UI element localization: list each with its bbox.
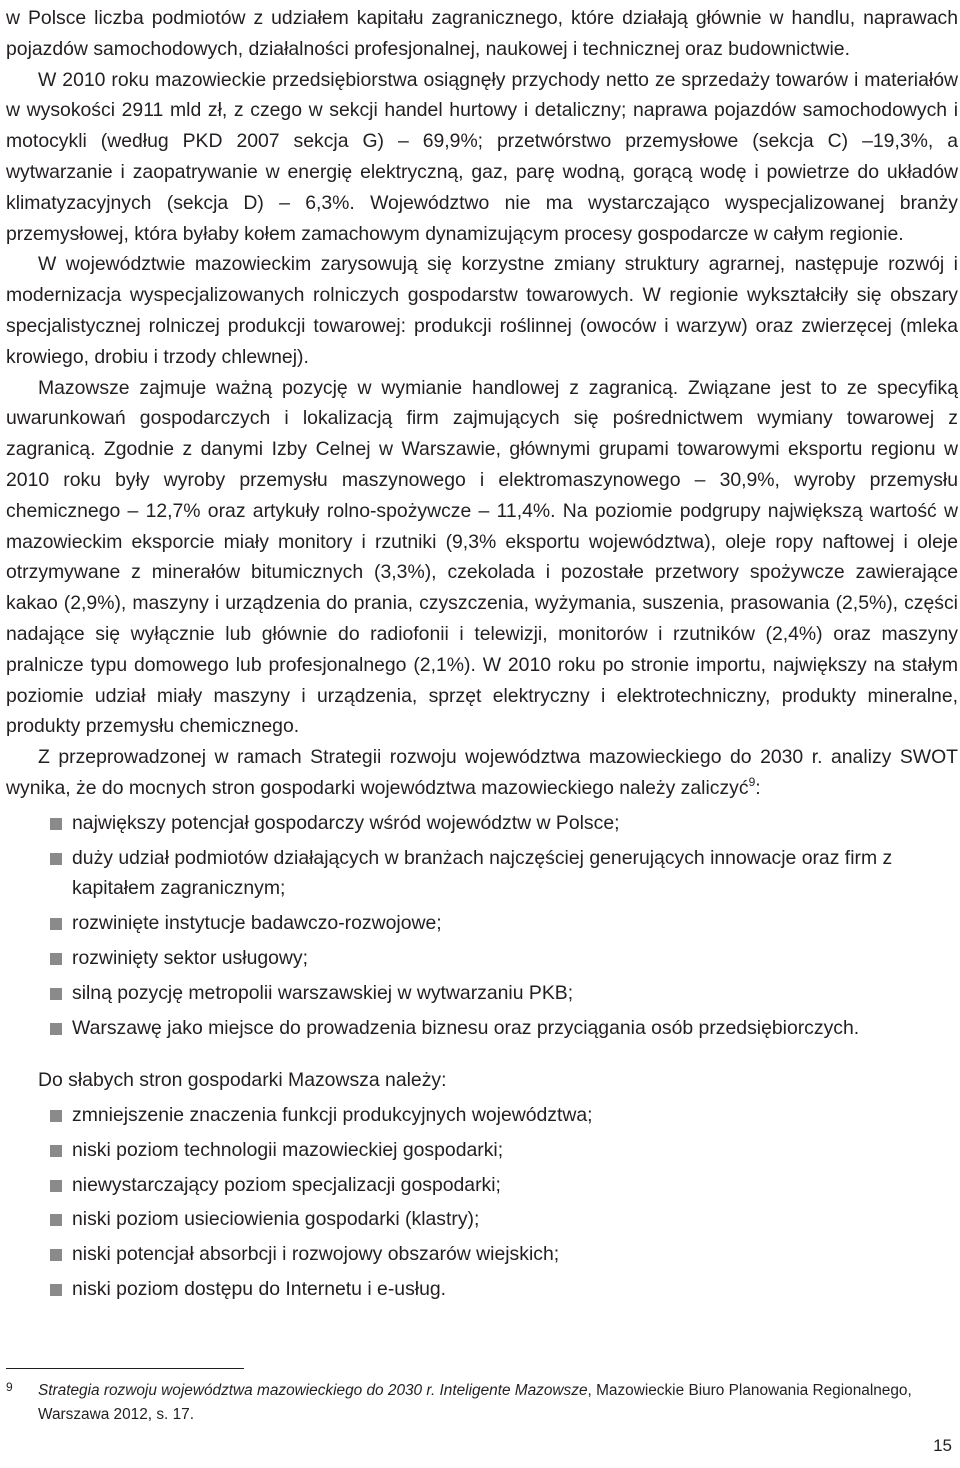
footnote-title: Strategia rozwoju województwa mazowieckiego do 2030 r. Inteligente Mazowsze <box>38 1382 588 1399</box>
list-item-text: rozwinięte instytucje badawczo-rozwojowe; <box>72 912 442 935</box>
list-item-text: silną pozycję metropolii warszawskiej w wytwarzaniu PKB; <box>72 981 574 1004</box>
square-bullet-icon <box>50 1180 62 1192</box>
list-item <box>6 843 958 905</box>
list-item <box>6 1239 958 1270</box>
list-item-text: niewystarczający poziom specjalizacji gospodarki; <box>72 1173 501 1196</box>
footnote-text <box>38 1379 958 1427</box>
square-bullet-icon <box>50 1249 62 1261</box>
list-item-text: największy potencjał gospodarczy wśród województw w Polsce; <box>72 811 620 834</box>
list-item <box>6 978 958 1009</box>
list-item <box>6 808 958 839</box>
footnote-rest: , Mazowieckie Biuro Planowania Regionalnego, Warszawa 2012, s. 17. <box>38 1382 912 1423</box>
footnote <box>6 1379 958 1427</box>
list-item-text: niski poziom technologii mazowieckiej gospodarki; <box>72 1138 504 1161</box>
list-item <box>6 1170 958 1201</box>
paragraph-5-text: Z przeprowadzonej w ramach Strategii rozwoju województwa mazowieckiego do 2030 r. analizy SWOT wynika, że do mocnych stron gospodarki województwa mazowieckiego należy zaliczyć <box>6 746 958 799</box>
paragraph-2: W 2010 roku mazowieckie przedsiębiorstwa osiągnęły przychody netto ze sprzedaży towarów i materiałów w wysokości 2911 mld zł, z czego w sekcji handel hurtowy i detaliczny; naprawa pojazdów samochodowych i motocykli (według PKD 2007 sekcja G) – 69,9%; przetwórstwo przemysłowe (sekcja C) –19,3%, a wytwarzanie i zaopatrywanie w energię elektryczną, gaz, parę wodną, gorącą wodę i powietrze do układów klimatyzacyjnych (sekcja D) – 6,3%. Województwo nie ma wystarczająco wyspecjalizowanej branży przemysłowej, która byłaby kołem zamachowym dynamizującym procesy gospodarcze w całym regionie. <box>6 68 958 245</box>
footnote-number: 9 <box>6 1380 13 1394</box>
page-number: 15 <box>933 1436 952 1455</box>
paragraph-1: w Polsce liczba podmiotów z udziałem kapitału zagranicznego, które działają głównie w handlu, naprawach pojazdów samochodowych, działalności profesjonalnej, naukowej i technicznej oraz budownictwie. <box>6 7 958 60</box>
square-bullet-icon <box>50 1214 62 1226</box>
list-item-text: niski poziom dostępu do Internetu i e-usług. <box>72 1278 447 1301</box>
square-bullet-icon <box>50 953 62 965</box>
list-item <box>6 1013 958 1044</box>
list-item-text: Warszawę jako miejsce do prowadzenia biznesu oraz przyciągania osób przedsiębiorczych. <box>72 1016 860 1039</box>
paragraph-4: Mazowsze zajmuje ważną pozycję w wymianie handlowej z zagranicą. Związane jest to ze specyfiką uwarunkowań gospodarczych i lokalizacją firm zajmujących się pośrednictwem wymiany towarowej z zagranicą. Zgodnie z danymi Izby Celnej w Warszawie, głównymi grupami towarowymi eksportu regionu w 2010 roku były wyroby przemysłu maszynowego i elektromaszynowego – 30,9%, wyroby przemysłu chemicznego – 12,7% oraz artykuły rolno-spożywcze – 11,4%. Na poziomie podgrupy największą wartość w mazowieckim eksporcie miały monitory i rzutniki (9,3% eksportu województwa), oleje ropy naftowej i oleje otrzymywane z minerałów bitumicznych (3,3%), czekolada i pozostałe przetwory spożywcze zawierające kakao (2,9%), maszyny i urządzenia do prania, czyszczenia, wyżymania, suszenia, prasowania (2,5%), części nadające się wyłącznie lub głównie do radiofonii i telewizji, monitorów i rzutników (2,4%) oraz maszyny pralnicze typu domowego lub profesjonalnego (2,1%). W 2010 roku po stronie importu, największy na stałym poziomie udział miały maszyny i urządzenia, sprzęt elektryczny i elektrotechniczny, produkty mineralne, produkty przemysłu chemicznego. <box>6 376 958 738</box>
body-text <box>6 3 958 1305</box>
square-bullet-icon <box>50 853 62 865</box>
weaknesses-intro: Do słabych stron gospodarki Mazowsza należy: <box>38 1069 447 1092</box>
list-item <box>6 1135 958 1166</box>
weaknesses-list <box>6 1100 958 1305</box>
square-bullet-icon <box>50 988 62 1000</box>
paragraph-5 <box>6 742 958 804</box>
list-item <box>6 1204 958 1235</box>
document-page <box>6 0 958 1468</box>
list-item <box>6 943 958 974</box>
square-bullet-icon <box>50 818 62 830</box>
list-item-text: rozwinięty sektor usługowy; <box>72 946 309 969</box>
footnote-divider <box>6 1368 244 1369</box>
list-item <box>6 1100 958 1131</box>
square-bullet-icon <box>50 918 62 930</box>
square-bullet-icon <box>50 1284 62 1296</box>
footnote-reference[interactable]: 9 <box>748 774 756 789</box>
list-item-text: niski poziom usieciowienia gospodarki (klastry); <box>72 1208 480 1231</box>
paragraph-5-end: : <box>755 776 761 799</box>
list-item-text: zmniejszenie znaczenia funkcji produkcyjnych województwa; <box>72 1104 593 1127</box>
strengths-list <box>6 808 958 1044</box>
list-item <box>6 908 958 939</box>
square-bullet-icon <box>50 1110 62 1122</box>
paragraph-3: W województwie mazowieckim zarysowują się korzystne zmiany struktury agrarnej, następuje rozwój i modernizacja wyspecjalizowanych rolniczych gospodarstw towarowych. W regionie wykształciły się obszary specjalistycznej rolniczej produkcji towarowej: produkcji roślinnej (owoców i warzyw) oraz zwierzęcej (mleka krowiego, drobiu i trzody chlewnej). <box>6 253 958 368</box>
list-item <box>6 1274 958 1305</box>
list-item-text: niski potencjał absorbcji i rozwojowy obszarów wiejskich; <box>72 1243 560 1266</box>
square-bullet-icon <box>50 1023 62 1035</box>
list-item-text: duży udział podmiotów działających w branżach najczęściej generujących innowacje oraz firm z kapitałem zagranicznym; <box>72 846 893 900</box>
square-bullet-icon <box>50 1145 62 1157</box>
